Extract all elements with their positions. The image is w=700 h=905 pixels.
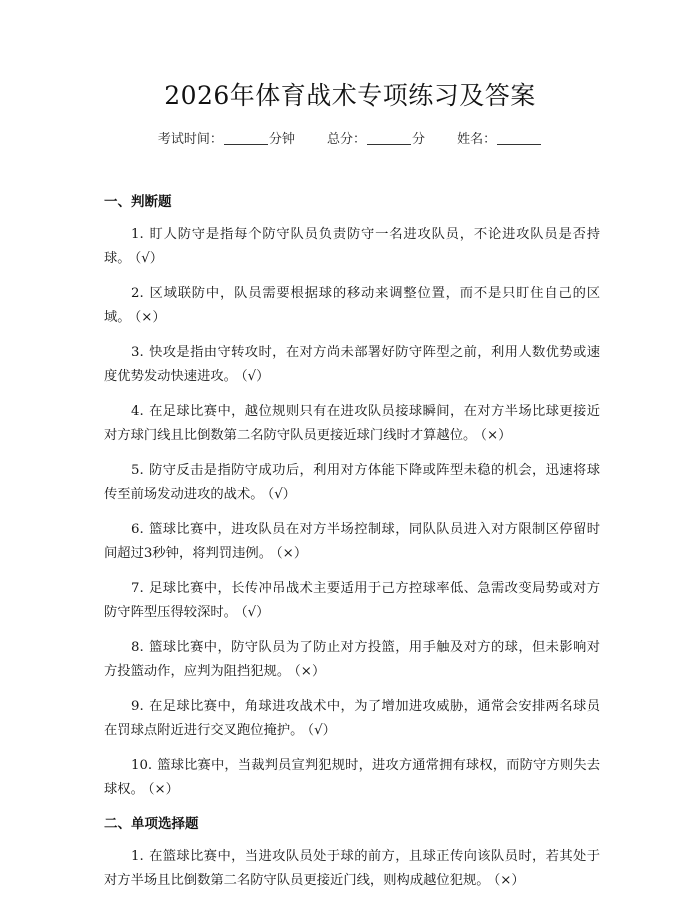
question-text: 快攻是指由守转攻时，在对方尚未部署好防守阵型之前，利用人数优势或速度优势发动快速进攻。 [104,345,600,384]
total-score-unit: 分 [412,132,426,147]
question-item [104,282,600,330]
question-number: 9. [131,699,144,714]
question-text: 盯人防守是指每个防守队员负责防守一名进攻队员，不论进攻队员是否持球。 [104,227,600,266]
question-number: 8. [131,640,144,655]
question-text: 足球比赛中，长传冲吊战术主要适用于己方控球率低、急需改变局势或对方防守阵型压得较深时。 [104,581,600,620]
question-text: 篮球比赛中，当裁判员宣判犯规时，进攻方通常拥有球权，而防守方则失去球权。 [104,758,600,797]
question-item [104,459,600,507]
question-number: 1. [131,849,144,864]
total-score-field [327,130,425,150]
question-item [104,223,600,271]
question-answer: （×） [493,873,525,888]
question-item [104,400,600,448]
question-text: 在足球比赛中，角球进攻战术中，为了增加进攻威胁，通常会安排两名球员在罚球点附近进行交叉跑位掩护。 [104,699,600,738]
question-number: 4. [131,404,144,419]
question-answer: （√） [240,369,270,384]
exam-info-line [0,130,700,150]
question-answer: （√） [134,251,164,266]
question-answer: （×） [480,428,512,443]
question-item [104,754,600,802]
question-number: 5. [131,463,144,478]
question-answer: （√） [267,487,296,502]
question-number: 10. [131,758,153,773]
question-text: 在篮球比赛中，当进攻队员处于球的前方，且球正传向该队员时，若其处于对方半场且比倒数第二名防守队员更接近门线，则构成越位犯规。 [104,849,600,888]
question-number: 3. [131,345,144,360]
question-answer: （×） [294,664,326,679]
question-text: 防守反击是指防守成功后，利用对方体能下降或阵型未稳的机会，迅速将球传至前场发动进攻的战术。 [104,463,600,502]
question-text: 篮球比赛中，进攻队员在对方半场控制球，同队队员进入对方限制区停留时间超过3秒钟，将判罚违例。 [104,522,600,561]
questions-content [104,192,600,904]
exam-time-field [158,130,295,150]
question-answer: （×） [147,782,179,797]
total-score-blank [367,144,411,145]
question-item [104,636,600,684]
question-text: 区域联防中，队员需要根据球的移动来调整位置，而不是只盯住自己的区域。 [104,286,600,325]
page-title: 2026年体育战术专项练习及答案 [164,81,536,110]
question-answer: （√） [240,605,270,620]
question-answer: （√） [307,723,336,738]
question-answer: （×） [276,546,308,561]
name-blank [497,144,541,145]
section-title-true-false: 一、判断题 [104,194,172,210]
question-number: 2. [131,286,144,301]
exam-time-unit: 分钟 [268,132,295,147]
exam-time-label: 考试时间： [157,132,223,147]
question-number: 1. [131,227,144,242]
section-title-single-choice: 二、单项选择题 [104,816,199,832]
question-item [104,341,600,389]
name-label: 姓名： [457,132,497,147]
question-number: 7. [131,581,144,596]
question-item [104,577,600,625]
question-text: 篮球比赛中，防守队员为了防止对方投篮，用手触及对方的球，但未影响对方投篮动作，应判为阻挡犯规。 [104,640,600,679]
question-number: 6. [131,522,144,537]
question-text: 在足球比赛中，越位规则只有在进攻队员接球瞬间，在对方半场比球更接近对方球门线且比倒数第二名防守队员更接近球门线时才算越位。 [104,404,600,443]
question-answer: （×） [134,310,166,325]
question-item [104,845,600,893]
question-item [104,695,600,743]
exam-time-blank [224,144,268,145]
name-field [457,130,542,150]
total-score-label: 总分： [326,132,366,147]
question-item [104,518,600,566]
